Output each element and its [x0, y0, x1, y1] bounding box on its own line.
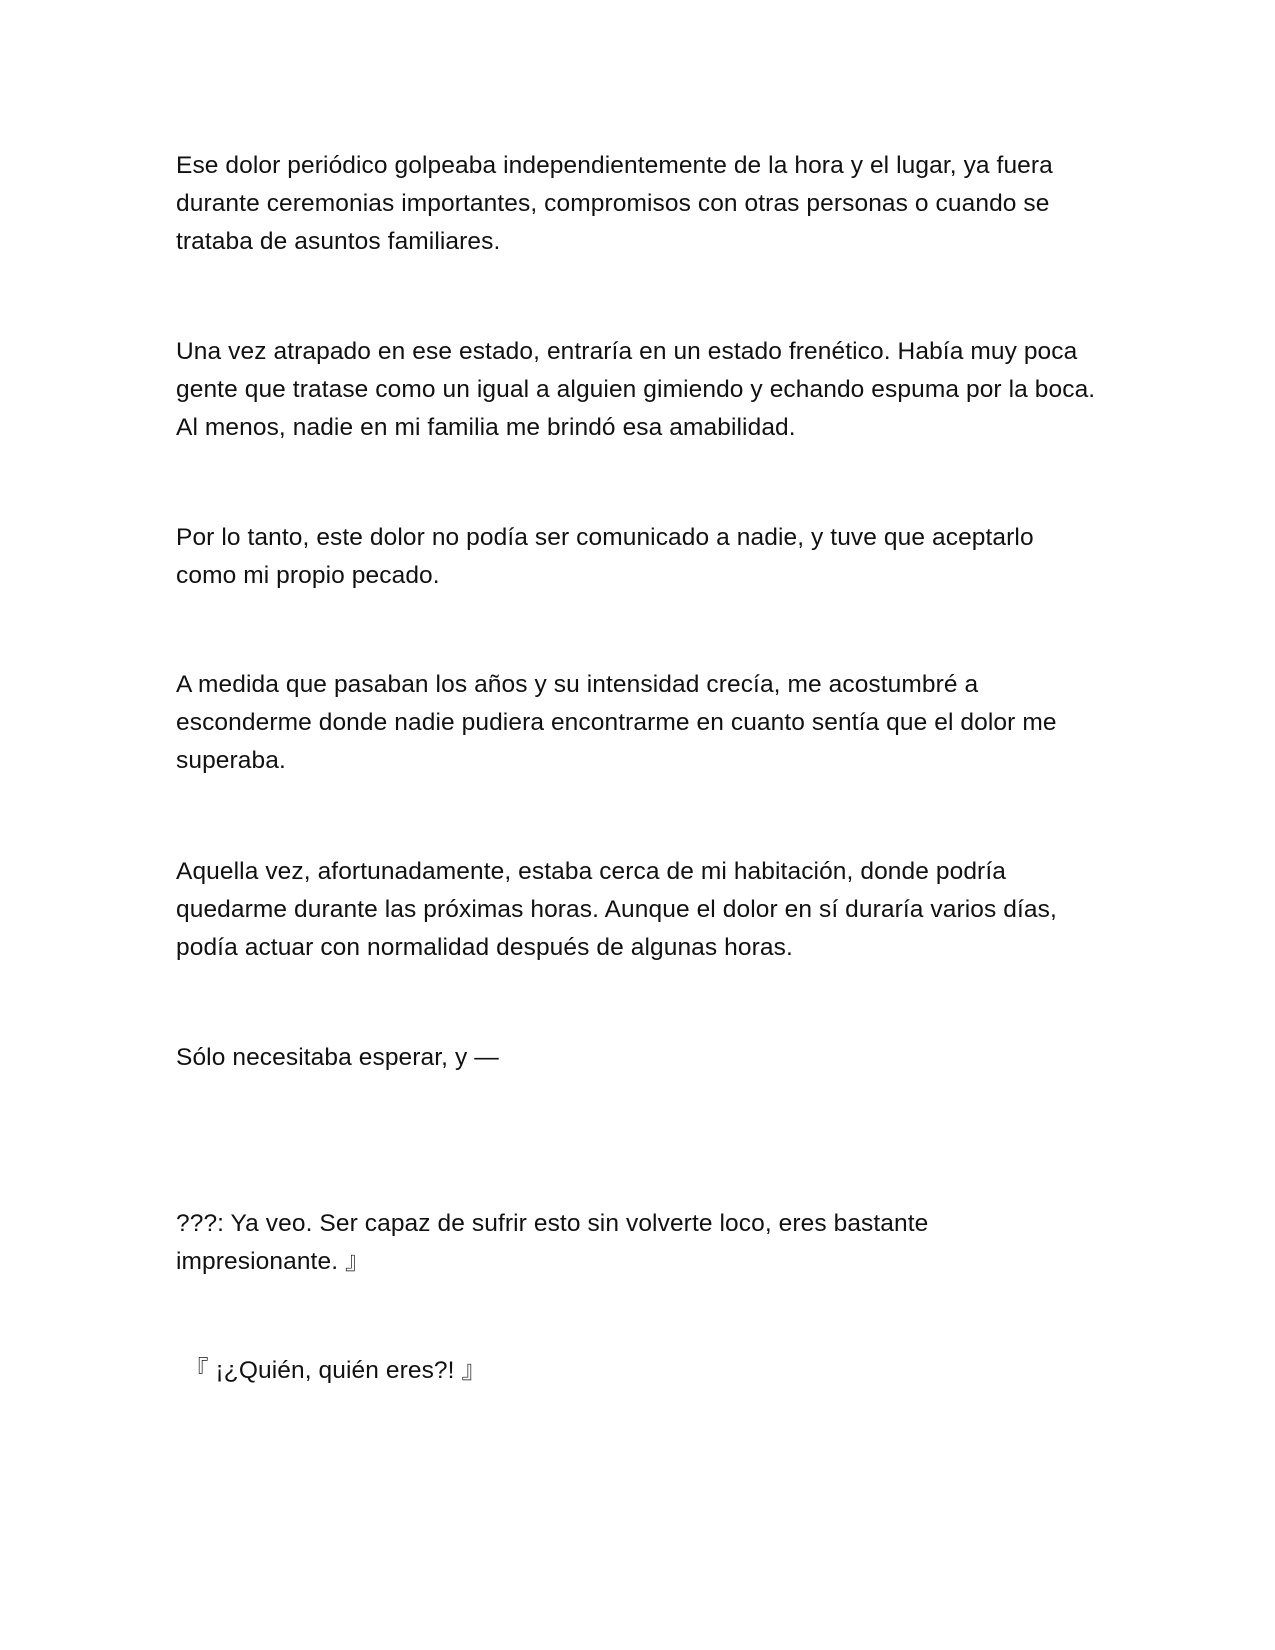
paragraph: Ese dolor periódico golpeaba independientemente de la hora y el lugar, ya fuera durante ceremonias importantes, compromisos con otras personas o cuando se trataba de asuntos familiares. [176, 152, 1053, 255]
dialogue-line: ???: Ya veo. Ser capaz de sufrir esto sin volverte loco, eres bastante impresionante. 』 [176, 1210, 929, 1275]
paragraph: Una vez atrapado en ese estado, entraría en un estado frenético. Había muy poca gente que tratase como un igual a alguien gimiendo y echando espuma por la boca. Al menos, nadie en mi familia me brindó esa amabilidad. [176, 338, 1096, 441]
paragraph: Aquella vez, afortunadamente, estaba cerca de mi habitación, donde podría quedarme durante las próximas horas. Aunque el dolor en sí duraría varios días, podía actuar con normalidad después de algunas horas. [176, 858, 1057, 961]
paragraph: Sólo necesitaba esperar, y — [176, 1044, 499, 1071]
paragraph: A medida que pasaban los años y su intensidad crecía, me acostumbré a esconderme donde nadie pudiera encontrarme en cuanto sentía que el dolor me superaba. [176, 671, 1057, 774]
dialogue-line: 『 ¡¿Quién, quién eres?! 』 [184, 1357, 487, 1384]
paragraph: Por lo tanto, este dolor no podía ser comunicado a nadie, y tuve que aceptarlo como mi propio pecado. [176, 524, 1034, 589]
